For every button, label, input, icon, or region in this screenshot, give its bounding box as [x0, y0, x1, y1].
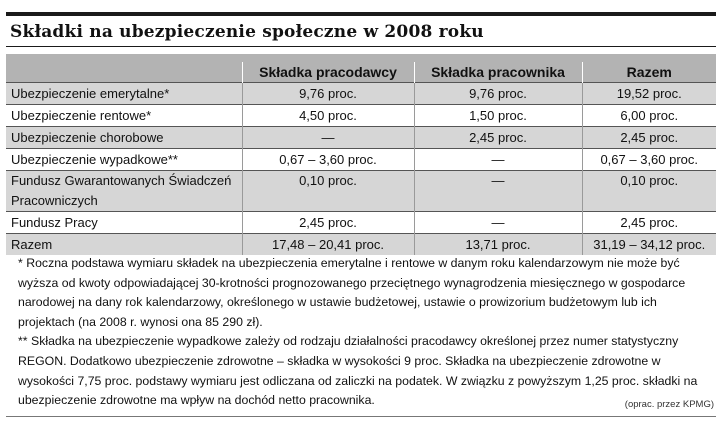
employee-rate: 9,76 proc. [414, 83, 582, 105]
employee-rate: 2,45 proc. [414, 127, 582, 149]
table-row-total [6, 234, 716, 256]
top-rule [6, 12, 716, 16]
contributions-table [6, 62, 716, 255]
table-row [6, 127, 716, 149]
row-label: Ubezpieczenie rentowe* [6, 105, 242, 127]
employer-rate: 2,45 proc. [242, 212, 414, 234]
total-rate: 31,19 – 34,12 proc. [582, 234, 716, 256]
title-rule [6, 46, 716, 47]
row-label: Razem [6, 234, 242, 256]
total-rate: 0,67 – 3,60 proc. [582, 149, 716, 171]
page-title: Składki na ubezpieczenie społeczne w 2008 roku [10, 22, 484, 42]
total-rate: 2,45 proc. [582, 127, 716, 149]
total-rate: 2,45 proc. [582, 212, 716, 234]
employee-rate: — [414, 171, 582, 212]
table-header-row [6, 62, 716, 83]
employer-rate: 9,76 proc. [242, 83, 414, 105]
employee-rate: — [414, 149, 582, 171]
footnote-single-asterisk: * Roczna podstawa wymiaru składek na ubezpieczenia emerytalne i rentowe w danym roku kalendarzowym nie może być wyższa od kwoty odpowiadającej 30-krotności prognozowanego przeciętnego wynagrodzenia miesięcznego w gospodarce narodowej na dany rok kalendarzowy, określonego w ustawie budżetowej, ustawie o prowizorium budżetowym lub ich projektach (na 2008 r. wynosi ona 85 290 zł). [18, 256, 686, 329]
employer-rate: — [242, 127, 414, 149]
footnotes [10, 254, 714, 415]
total-rate: 19,52 proc. [582, 83, 716, 105]
table-row [6, 212, 716, 234]
bottom-rule [6, 416, 716, 417]
table-row [6, 83, 716, 105]
employee-rate: — [414, 212, 582, 234]
footnote-double-asterisk-text: ** Składka na ubezpieczenie wypadkowe zależy od rodzaju działalności pracodawcy określonej przez numer statystyczny REGON. Dodatkowo ubezpieczenie zdrowotne – składka w wysokości 9 proc. Składka na ubezpieczenie zdrowotne w wysokości 7,75 proc. podstawy wymiaru jest odliczana od zaliczki na podatek. W związku z powyższym 1,25 proc. składki na ubezpieczenie zdrowotne ma wpływ na dochód netto pracownika. [18, 334, 698, 408]
employer-rate: 0,67 – 3,60 proc. [242, 149, 414, 171]
employer-rate: 0,10 proc. [242, 171, 414, 212]
footnote-double-asterisk [10, 332, 714, 410]
column-header-employee: Składka pracownika [414, 62, 582, 83]
column-header-label [6, 62, 242, 83]
table-row [6, 171, 716, 212]
source-credit: (oprac. przez KPMG) [624, 399, 714, 411]
header-band [6, 54, 716, 62]
table-row [6, 105, 716, 127]
total-rate: 0,10 proc. [582, 171, 716, 212]
table-row [6, 149, 716, 171]
total-rate: 6,00 proc. [582, 105, 716, 127]
employee-rate: 1,50 proc. [414, 105, 582, 127]
column-header-total: Razem [582, 62, 716, 83]
row-label: Fundusz Gwarantowanych Świadczeń Pracowniczych [6, 171, 242, 212]
employee-rate: 13,71 proc. [414, 234, 582, 256]
row-label: Fundusz Pracy [6, 212, 242, 234]
employer-rate: 17,48 – 20,41 proc. [242, 234, 414, 256]
employer-rate: 4,50 proc. [242, 105, 414, 127]
row-label: Ubezpieczenie emerytalne* [6, 83, 242, 105]
row-label: Ubezpieczenie chorobowe [6, 127, 242, 149]
column-header-employer: Składka pracodawcy [242, 62, 414, 83]
row-label: Ubezpieczenie wypadkowe** [6, 149, 242, 171]
